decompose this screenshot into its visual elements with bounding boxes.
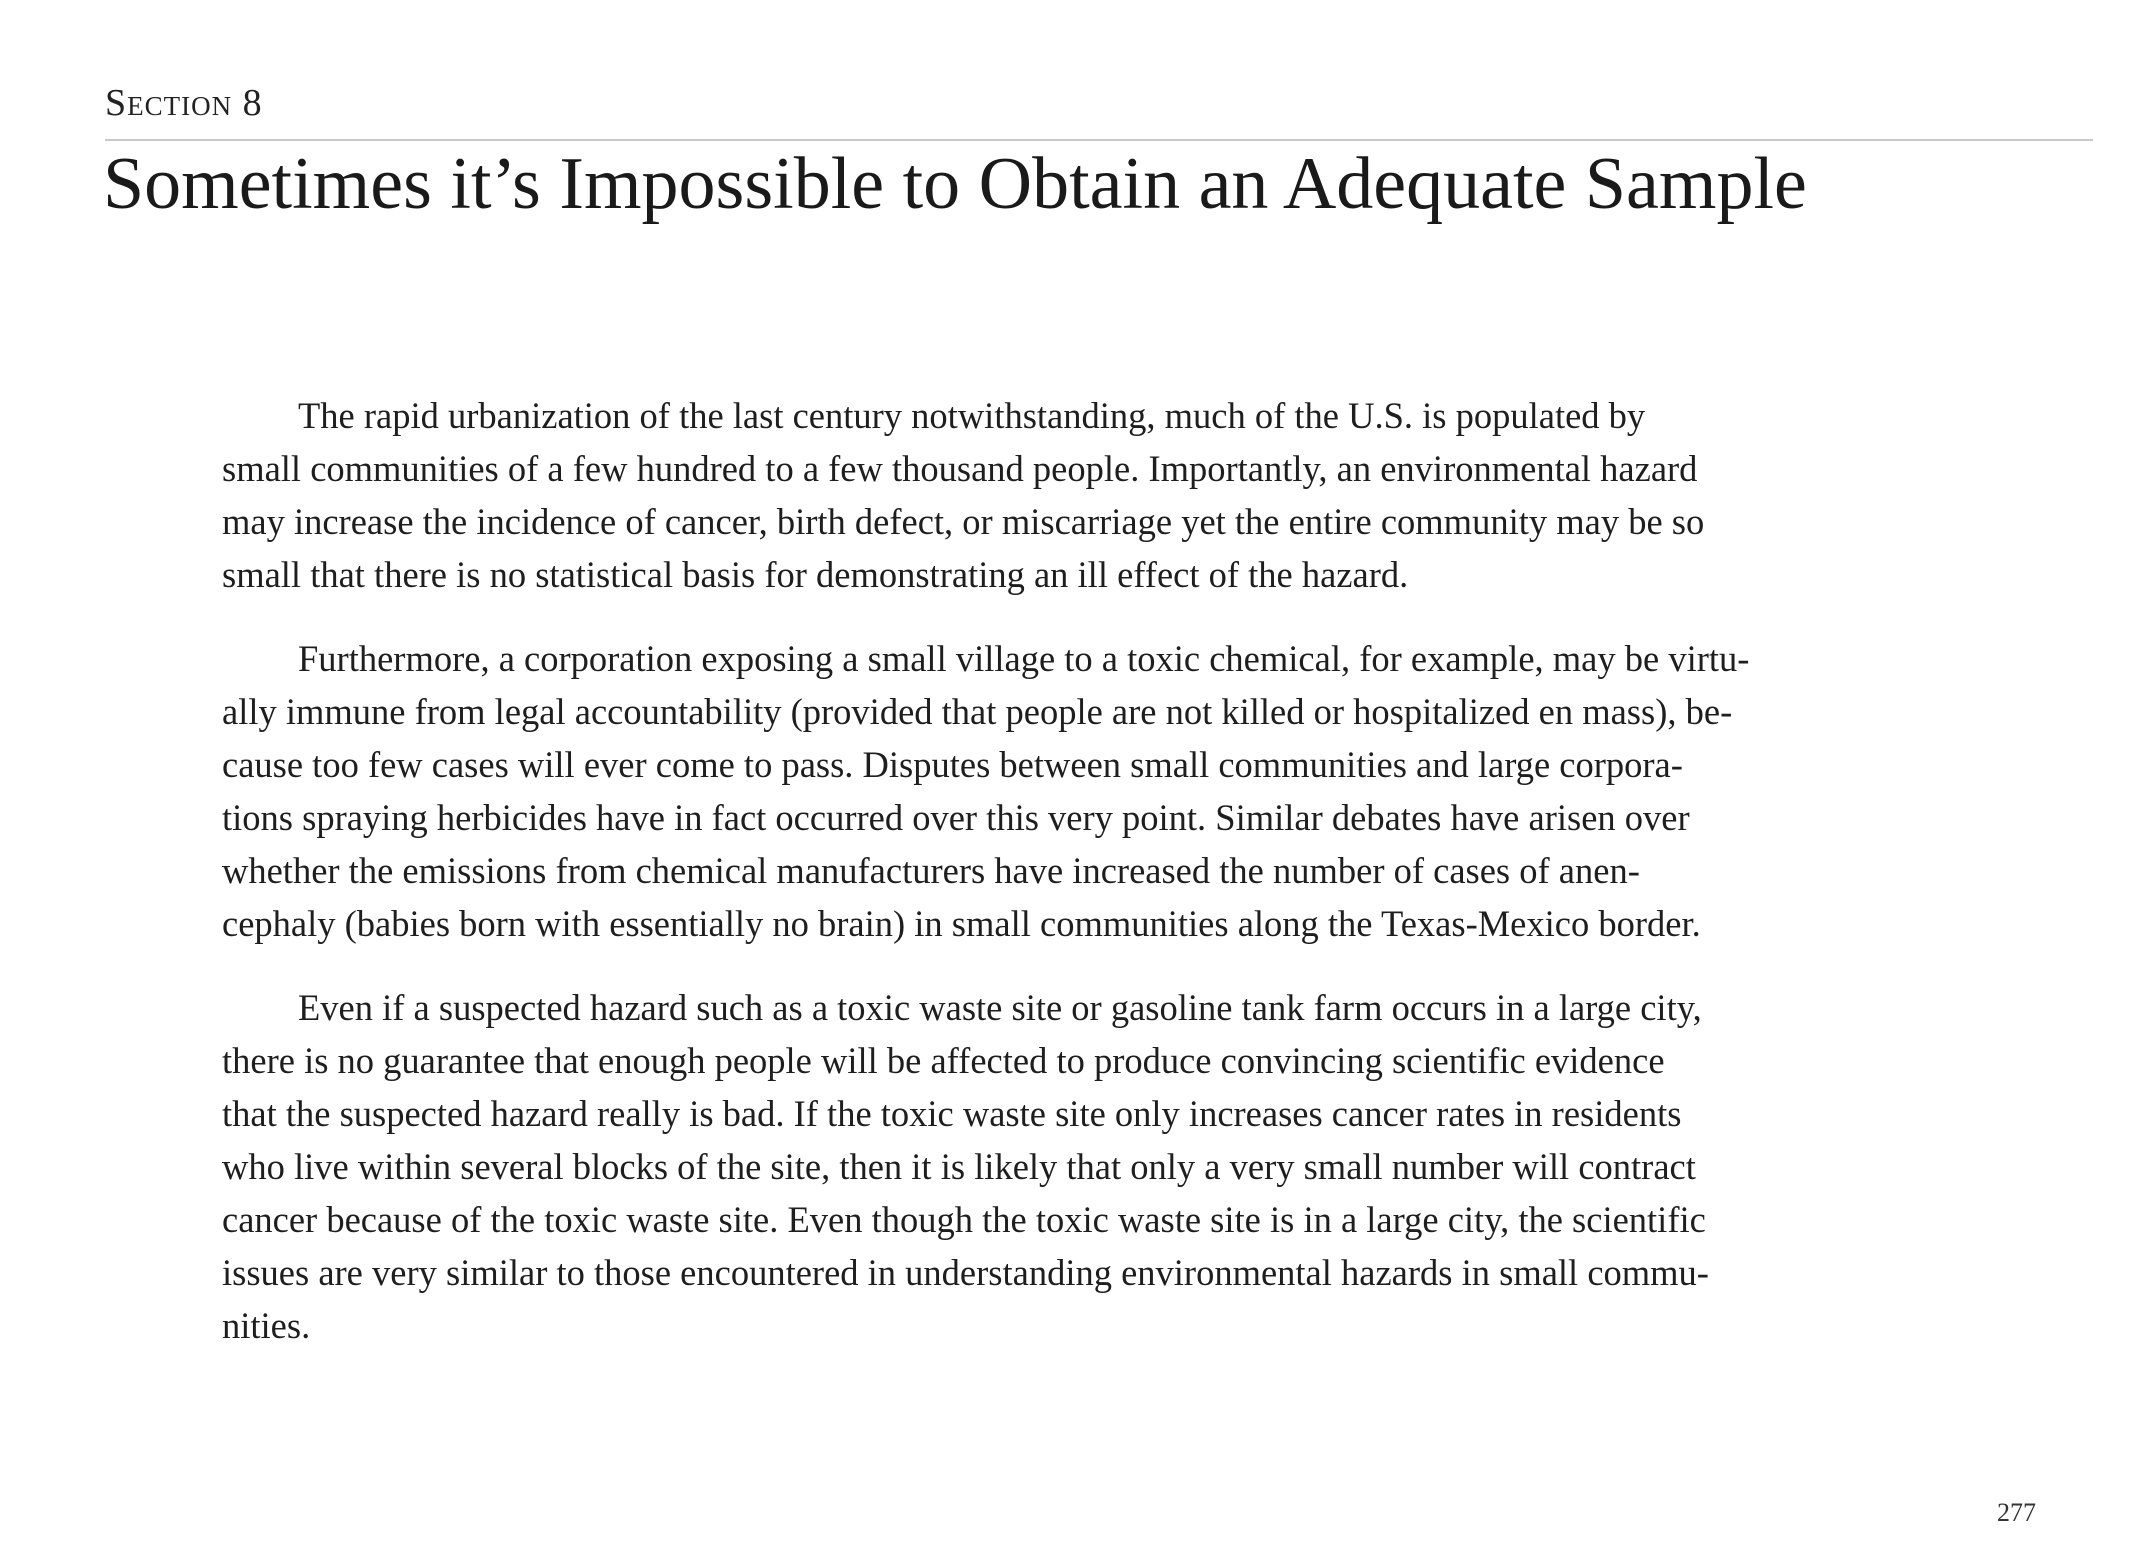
body-text bbox=[222, 389, 1942, 1383]
paragraph-line: whether the emissions from chemical manufacturers have increased the number of cases of anen- bbox=[222, 850, 1640, 891]
paragraph-line: there is no guarantee that enough people will be affected to produce convincing scientific evidence bbox=[222, 1040, 1665, 1081]
paragraph bbox=[222, 389, 1942, 601]
paragraph-line: may increase the incidence of cancer, birth defect, or miscarriage yet the entire community may be so bbox=[222, 501, 1705, 542]
paragraph bbox=[222, 981, 1942, 1352]
paragraph bbox=[222, 632, 1942, 950]
paragraph-line: who live within several blocks of the site, then it is likely that only a very small number will contract bbox=[222, 1146, 1696, 1187]
paragraph-line: The rapid urbanization of the last century notwithstanding, much of the U.S. is populated by bbox=[298, 395, 1646, 436]
paragraph-line: tions spraying herbicides have in fact occurred over this very point. Similar debates have arisen over bbox=[222, 797, 1690, 838]
page-number: 277 bbox=[1997, 1498, 2036, 1527]
paragraph-line: nities. bbox=[222, 1305, 311, 1346]
paragraph-line: small that there is no statistical basis for demonstrating an ill effect of the hazard. bbox=[222, 554, 1409, 595]
paragraph-line: cephaly (babies born with essentially no brain) in small communities along the Texas-Mexico border. bbox=[222, 903, 1701, 944]
paragraph-line: Even if a suspected hazard such as a toxic waste site or gasoline tank farm occurs in a large city, bbox=[298, 987, 1702, 1028]
paragraph-line: issues are very similar to those encountered in understanding environmental hazards in small commu- bbox=[222, 1252, 1709, 1293]
paragraph-line: small communities of a few hundred to a few thousand people. Importantly, an environmental hazard bbox=[222, 448, 1698, 489]
paragraph-line: cancer because of the toxic waste site. Even though the toxic waste site is in a large city, the scientific bbox=[222, 1199, 1706, 1240]
page-title: Sometimes it’s Impossible to Obtain an Adequate Sample bbox=[103, 143, 1807, 225]
paragraph-line: that the suspected hazard really is bad. If the toxic waste site only increases cancer rates in residents bbox=[222, 1093, 1682, 1134]
header-divider bbox=[105, 139, 2093, 141]
section-label: Section 8 bbox=[105, 82, 263, 124]
paragraph-line: ally immune from legal accountability (provided that people are not killed or hospitalized en mass), be- bbox=[222, 691, 1733, 732]
paragraph-line: cause too few cases will ever come to pass. Disputes between small communities and large corpora- bbox=[222, 744, 1683, 785]
paragraph-line: Furthermore, a corporation exposing a small village to a toxic chemical, for example, may be virtu- bbox=[298, 638, 1750, 679]
